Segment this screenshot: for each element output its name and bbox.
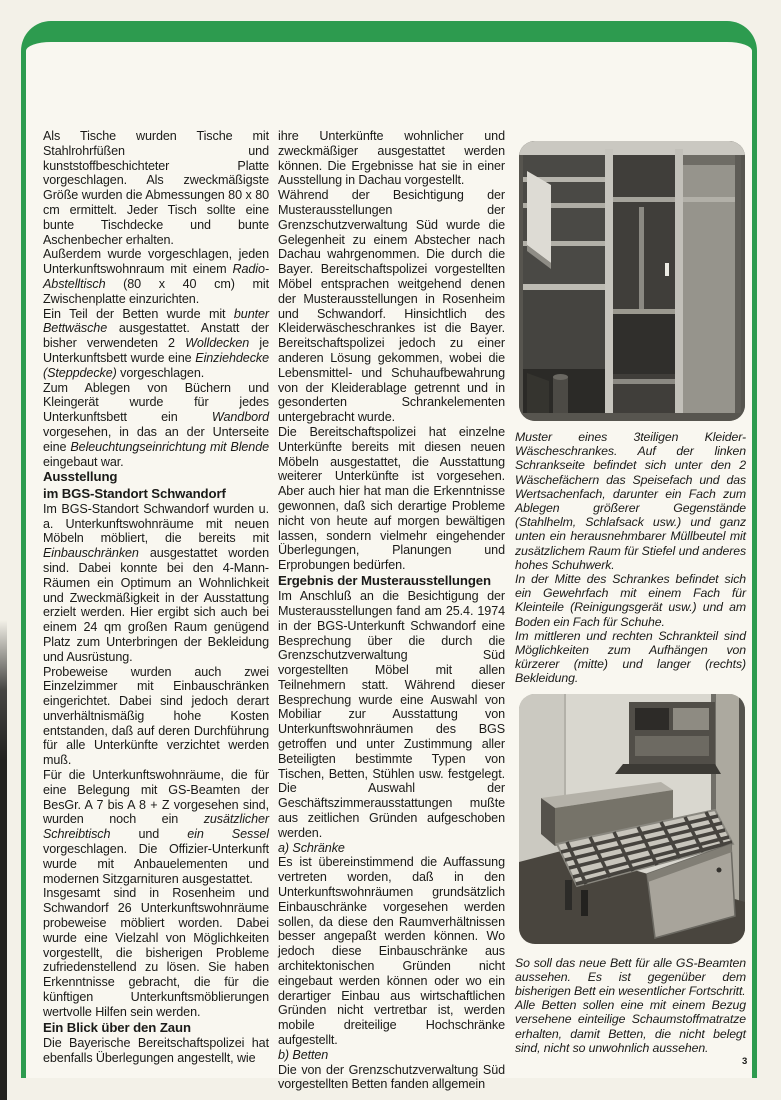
caption-paragraph: Im mittleren und rechten Schrankteil sind Möglichkeiten zum Aufhängen von kürzerer (mitte) und langer (rechts) Bekleidung. — [515, 628, 746, 686]
subheading-schraenke: a) Schränke — [278, 840, 345, 855]
paragraph: Während der Besichtigung der Musterausstellungen der Grenzschutzverwaltung Süd wurde die Gelegenheit zu einem Abstecher nach Dachau wahrgenommen. Die durch die Bayer. Bereitschaftspolizei vorgestellten Möbel entsprachen weitgehend denen der Musterausstellungen in Rosenheim und Schwandorf. Hinsichtlich des Kleiderwäscheschrankes ist die Bayer. Bereitschaftspolizei jedoch zu einer anderen Lösung gekommen, wobei die Lebensmittel- und Schuhaufbewahrung von der Kleiderablage getrennt und in gesonderten Schrankelementen untergebracht wurde. — [278, 188, 505, 425]
paragraph: Die von der Grenzschutzverwaltung Süd vorgestellten Betten fanden allgemein — [278, 1062, 505, 1092]
paragraph: Insgesamt sind in Rosenheim und Schwandorf 26 Unterkunftswohnräume probeweise möbliert worden. Dabei wurde eine Vielzahl von Möglichkeiten vorgestellt, die bisherigen Probleme zufriedenstellend zu lösen. Sie haben Erkenntnisse gebracht, die für die künftigen Unterkunftsmöblierungen wertvolle Hilfen sein werden. — [43, 886, 269, 1019]
middle-column — [278, 129, 505, 1092]
caption-paragraph: In der Mitte des Schrankes befindet sich ein Gewehrfach mit einem Fach für Kleinteile (Reinigungsgerät usw.) und am Boden ein Fach für Schuhe. — [515, 572, 746, 629]
caption-paragraph: So soll das neue Bett für alle GS-Beamten aussehen. Es ist gegenüber dem bisherigen Bett ein wesentlicher Fortschritt. — [515, 955, 746, 999]
paragraph: Die Bereitschaftspolizei hat einzelne Unterkünfte bereits mit diesen neuen Möbeln ausgestattet, die Ausstattung weiterer Unterkünfte ist vorgesehen. Aber auch hier hat man die Erkenntnisse gewonnen, daß sich derartige Probleme nicht von heute auf morgen bewältigen lassen, sondern vielmehr eingehender Überlegungen, Planungen und Erprobungen bedürfen. — [278, 424, 505, 573]
page-number: 3 — [742, 1056, 748, 1067]
paragraph: Für die Unterkunftswohnräume, die für eine Belegung mit GS-Beamten der BesGr. A 7 bis A 8 + Z vorgesehen sind, wurden noch ein zusätzlicher Schreibtisch und ein Sessel vorgeschlagen. Die Offizier-Unterkunft wurde mit Anbauelementen und modernen Sitzgarnituren ausgestattet. — [43, 768, 269, 886]
bed-frame-photo — [519, 694, 745, 944]
wardrobe-interior-photo — [519, 141, 745, 421]
paragraph: ihre Unterkünfte wohnlicher und zweckmäßiger ausgestattet werden können. Die Ergebnisse hat sie in einer Ausstellung in Dachau vorgestellt. — [278, 129, 505, 188]
wardrobe-photo-graphic — [519, 141, 745, 421]
section-heading-zaun: Ein Blick über den Zaun — [43, 1019, 191, 1035]
paragraph: Außerdem wurde vorgeschlagen, jeden Unterkunftswohnraum mit einem Radio-Abstelltisch (80 x 40 cm) mit Zwischenplatte einzurichten. — [43, 247, 269, 306]
caption-paragraph: Muster eines 3teiligen Kleider-Wäscheschrankes. Auf der linken Schrankseite befindet sich unter den 2 Wäschefächern das Speisefach und das Wertsachenfach, darunter ein Fach zum Ablegen größerer Gegenstände (Stahlhelm, Schlafsack usw.) und ganz unten ein herausnehmbarer Müllbeutel mit zusätzlichem Raum für Stiefel und anderes hohes Schuhwerk. — [515, 430, 746, 572]
paragraph: Zum Ablegen von Büchern und Kleingerät wurde für jedes Unterkunftsbett ein Wandbord vorgesehen, in das an der Unterseite eine Beleuchtungseinrichtung mit Blende eingebaut war. — [43, 380, 270, 469]
scan-edge-artifact — [0, 620, 7, 1100]
paragraph: Im Anschluß an die Besichtigung der Musterausstellungen fand am 25.4. 1974 in der BGS-Unterkunft Schwandorf eine Besprechung über die durch die Grenzschutzverwaltung Süd vorgestellten Möbel mit allen Teilnehmern statt. Während dieser Besprechung wurde eine Auswahl von Mobiliar zur Ausstattung von Unterkunftswohnräumen des BGS getroffen und unter Zustimmung aller Beteiligten bestimmte Typen von Tischen, Betten, Stühlen usw. festgelegt. Die Auswahl der Geschäftszimmerausstattungen mußte aus zeitlichen Gründen aufgeschoben werden. — [278, 589, 505, 840]
paragraph: Als Tische wurden Tische mit Stahlrohrfüßen und kunststoffbeschichteter Platte vorgeschlagen. Als zweckmäßigste Größe wurden die Abmessungen 80 x 80 cm ermittelt. Jeder Tisch sollte eine bunte Tischdecke und bunte Aschenbecher erhalten. — [43, 129, 269, 247]
paragraph: Es ist übereinstimmend die Auffassung vertreten worden, daß in den Unterkunftswohnräumen grundsätzlich Einbauschränke vorgesehen werden sollen, da diese den Raumverhältnissen besser angepaßt werden können. Wo jedoch diese Einbauschränke aus architektonischen Gründen nicht eingebaut werden können oder wo ein derartiger Einbau aus wirtschaftlichen Gründen nicht vertretbar ist, werden mobile dreiteilige Hochschränke aufgestellt. — [278, 855, 505, 1048]
paragraph: Im BGS-Standort Schwandorf wurden u. a. Unterkunftswohnräume mit neuen Möbeln möbliert, die bereits mit Einbauschränken ausgestattet worden sind. Dabei konnte bei den 4-Mann-Räumen ein Optimum an Wohnlichkeit und Zweckmäßigkeit in der Ausstattung erzielt werden. Hier ergibt sich auch bei einem 24 qm großen Raum genügend Platz zum Unterbringen der Bekleidung und Ausrüstung. — [43, 501, 269, 664]
heading-line: Ausstellung — [43, 469, 118, 485]
section-heading-ausstellung — [43, 469, 269, 501]
caption-bed — [515, 956, 746, 1055]
heading-line: im BGS-Standort Schwandorf — [43, 485, 226, 501]
paragraph: Ein Teil der Betten wurde mit bunter Bettwäsche ausgestattet. Anstatt der bisher verwendeten 2 Wolldecken je Unterkunftsbett wurde eine Einziehdecke (Steppdecke) vorgeschlagen. — [43, 306, 269, 380]
right-column — [515, 141, 746, 1055]
caption-wardrobe — [515, 430, 746, 686]
left-column — [43, 129, 269, 1065]
caption-paragraph: Alle Betten sollen eine mit einem Bezug versehene einteilige Schaumstoffmatratze erhalten, damit Betten, die nicht belegt sind, nicht so unwohnlich aussehen. — [515, 998, 746, 1055]
bed-photo-graphic — [519, 694, 745, 944]
section-heading-ergebnis: Ergebnis der Musterausstellungen — [278, 572, 491, 588]
paragraph: Probeweise wurden auch zwei Einzelzimmer mit Einbauschränken eingerichtet. Dabei sind jedoch derart unverhältnismäßig hohe Kosten entstanden, daß auf deren Durchführung für alle Unterkünfte verzichtet werden muß. — [43, 664, 269, 768]
subheading-betten: b) Betten — [278, 1047, 329, 1062]
paragraph: Die Bayerische Bereitschaftspolizei hat ebenfalls Überlegungen angestellt, wie — [43, 1035, 269, 1065]
